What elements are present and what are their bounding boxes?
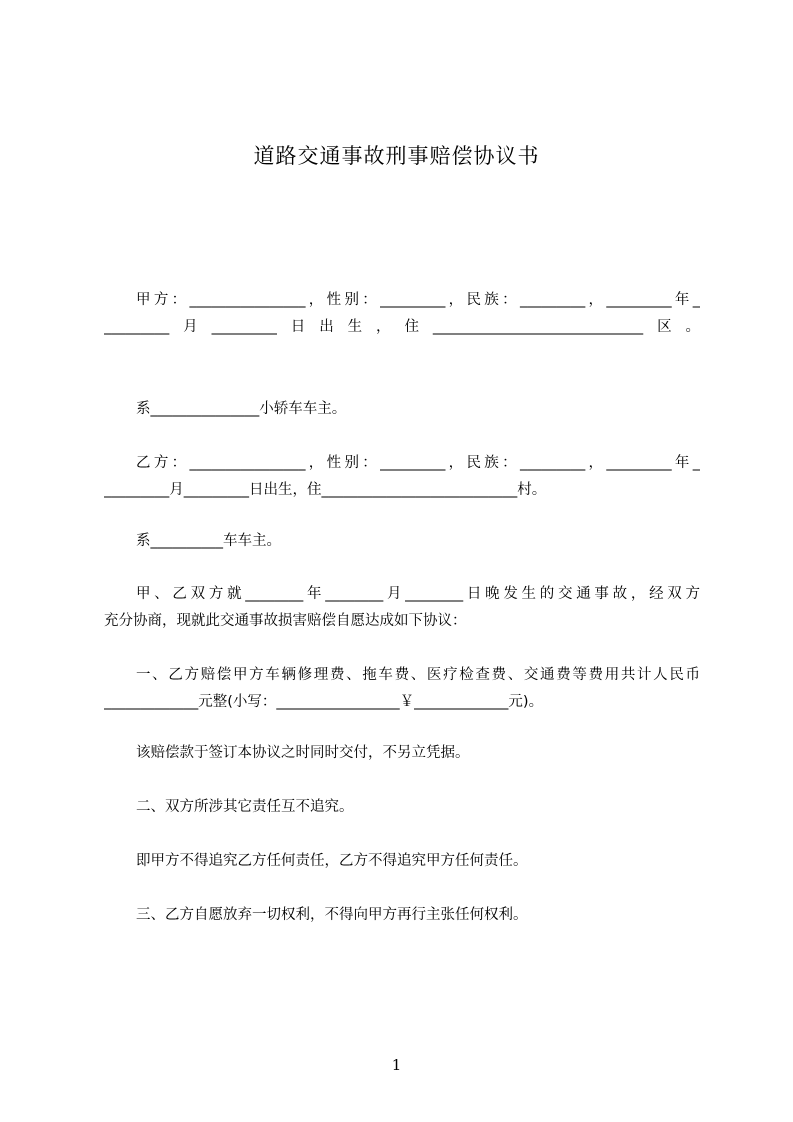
party-a-line-2: _________月_________日出生，住_____________________________区。 — [104, 319, 700, 335]
party-a-vehicle-owner: 系_______________小轿车车主。 — [136, 401, 347, 417]
clause-3: 三、乙方自愿放弃一切权利，不得向甲方再行主张任何权利。 — [136, 907, 528, 923]
clause-2: 二、双方所涉其它责任互不追究。 — [136, 799, 354, 815]
agreement-intro-line-2: 充分协商，现就此交通事故损害赔偿自愿达成如下协议： — [104, 613, 467, 629]
document-title: 道路交通事故刑事赔偿协议书 — [253, 144, 540, 168]
payment-note: 该赔偿款于签订本协议之时同时交付，不另立凭据。 — [136, 745, 470, 761]
party-a-line-1: 甲方：________________，性别：_________，民族：_________，_________年_ — [136, 292, 700, 308]
clause-2-detail: 即甲方不得追究乙方任何责任，乙方不得追究甲方任何责任。 — [136, 853, 528, 869]
page-number: 1 — [391, 1056, 402, 1074]
clause-1-line-1: 一、乙方赔偿甲方车辆修理费、拖车费、医疗检查费、交通费等费用共计人民币 — [136, 667, 700, 683]
party-b-line-1: 乙方：________________，性别：_________，民族：_________，_________年_ — [136, 455, 700, 471]
party-b-line-2: _________月_________日出生，住___________________________村。 — [104, 482, 547, 498]
clause-1-line-2: _____________元整(小写：_________________￥_____________元)。 — [104, 694, 544, 710]
party-b-vehicle-owner: 系__________车车主。 — [136, 533, 281, 549]
agreement-intro-line-1: 甲、乙双方就________年________月________日晚发生的交通事故，经双方 — [136, 586, 700, 602]
